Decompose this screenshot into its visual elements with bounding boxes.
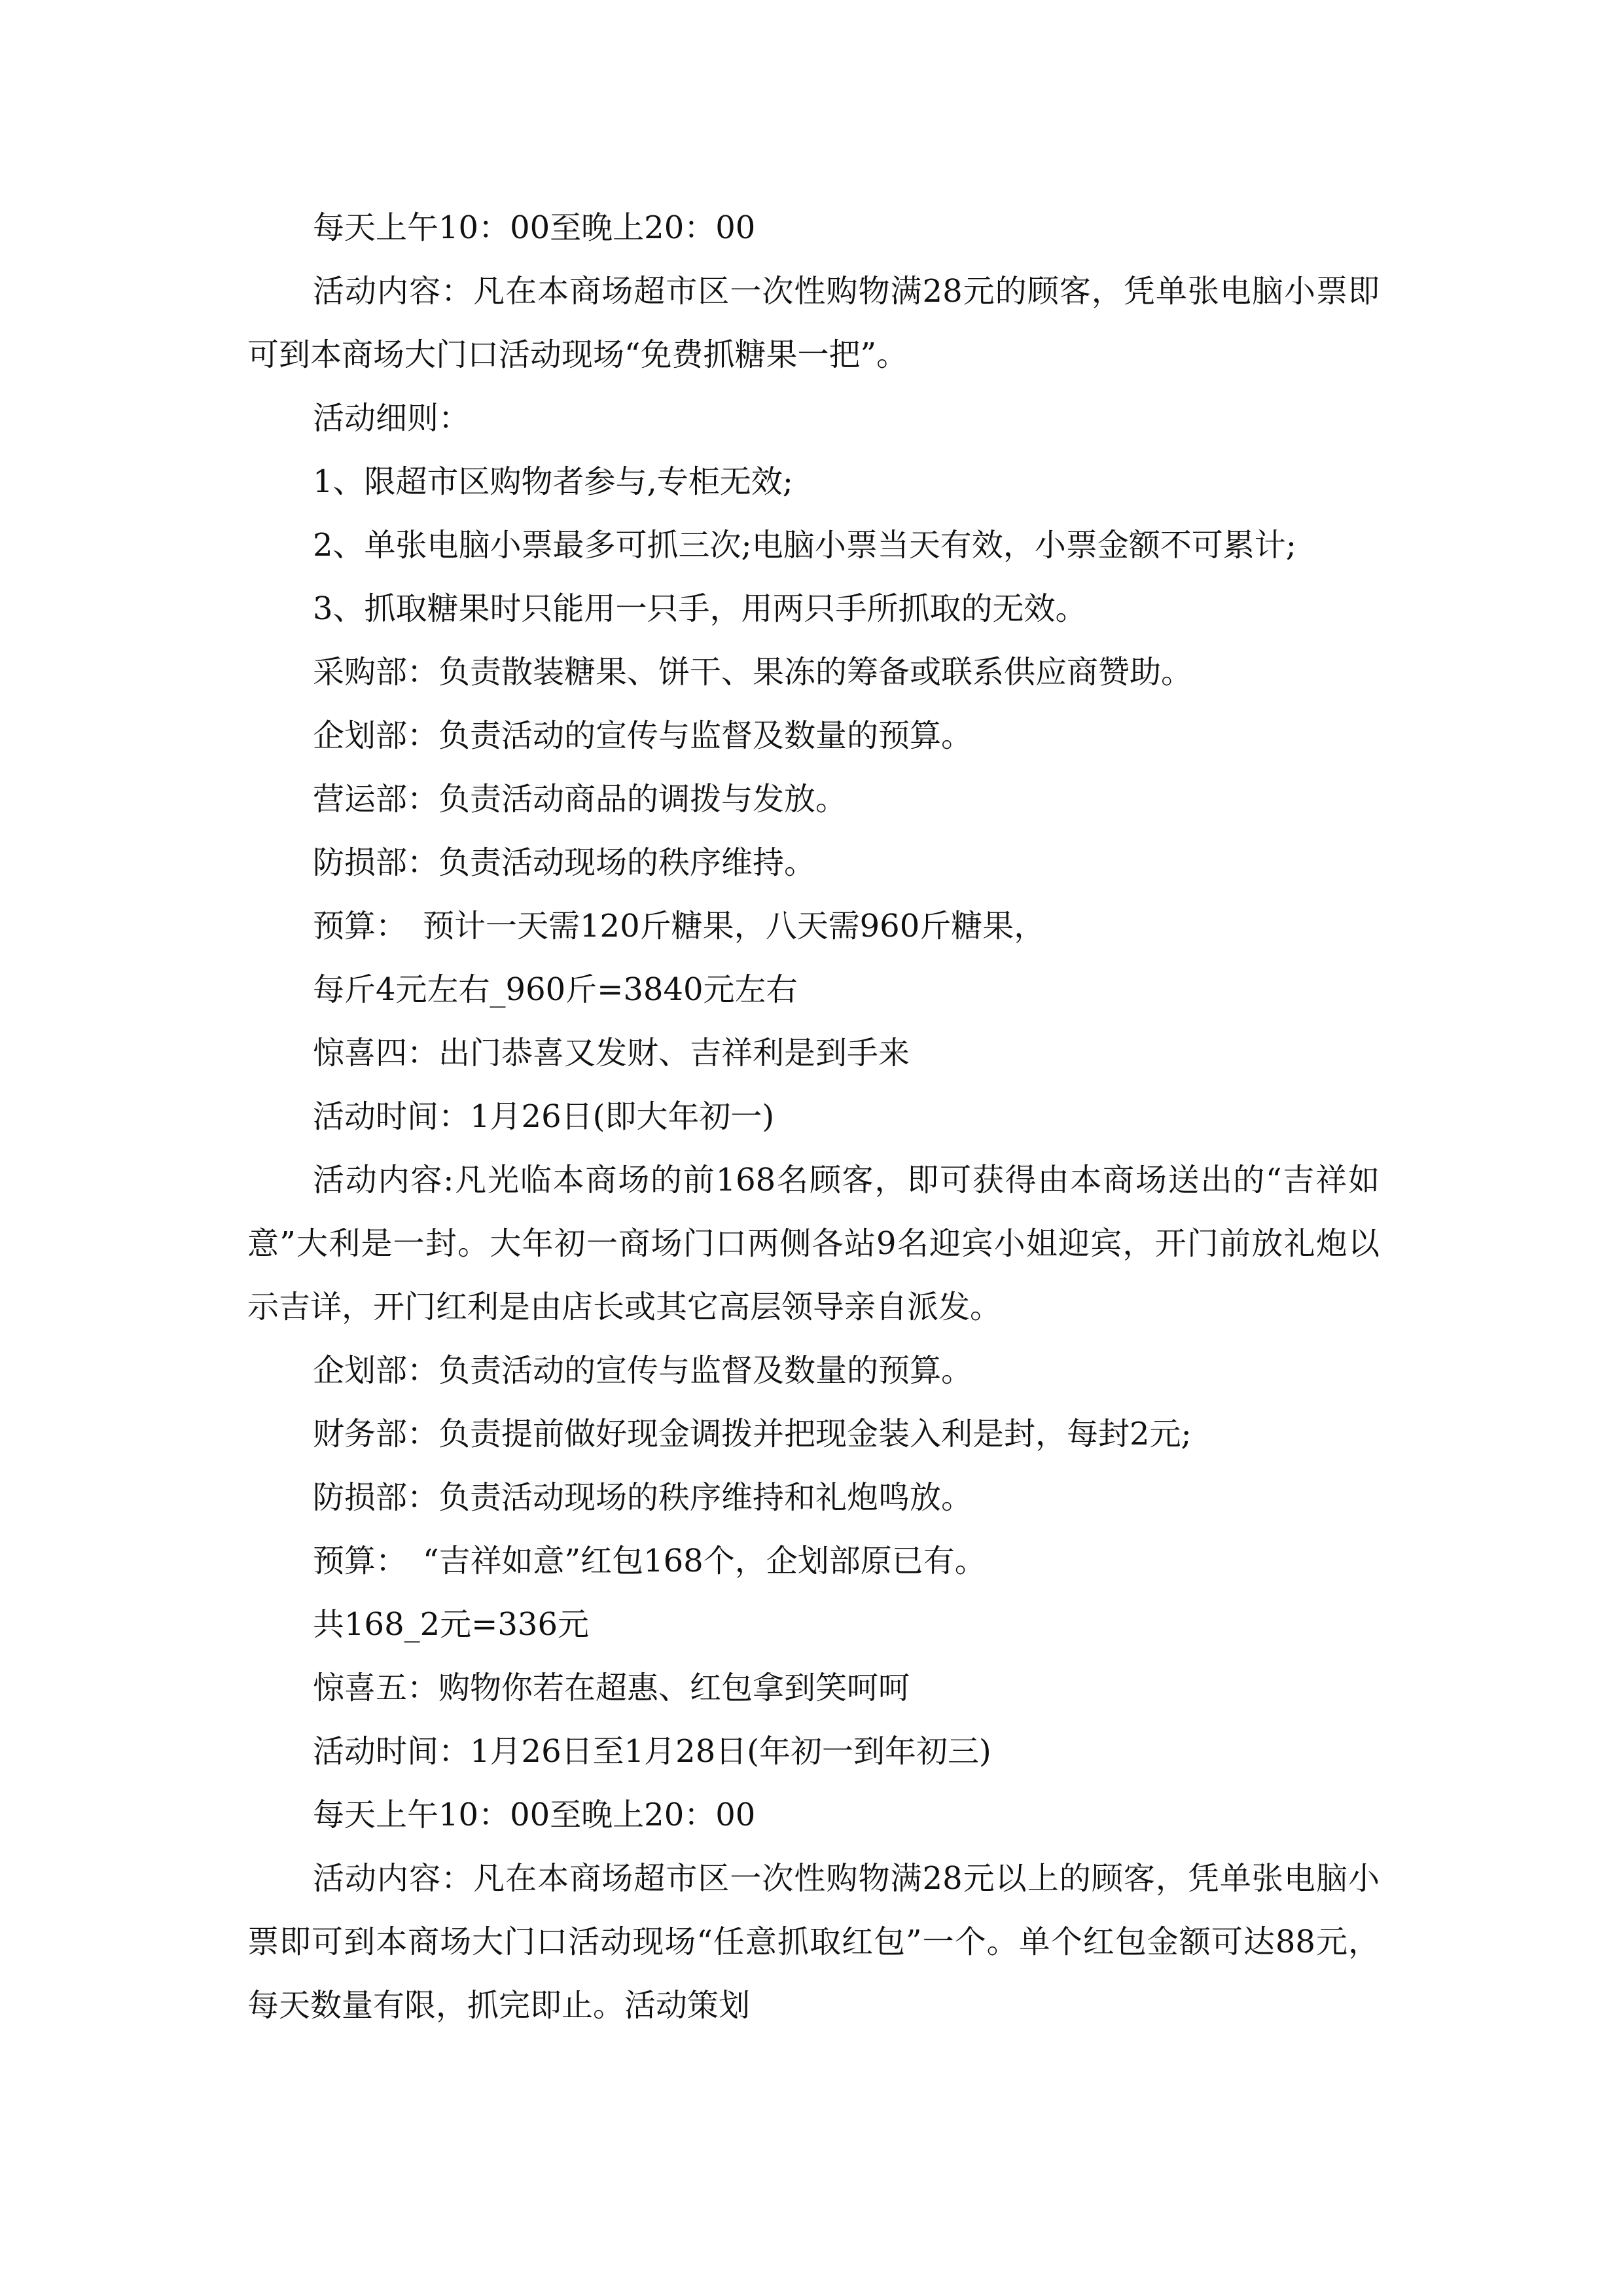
document-body [247, 196, 1380, 2037]
paragraph: 惊喜五：购物你若在超惠、红包拿到笑呵呵 [313, 1670, 910, 1706]
paragraph: 2、单张电脑小票最多可抓三次;电脑小票当天有效，小票金额不可累计; [313, 527, 1296, 564]
paragraph: 活动内容：凡在本商场超市区一次性购物满28元以上的顾客，凭单张电脑小票即可到本商场大门口活动现场“任意抓取红包”一个。单个红包金额可达88元，每天数量有限，抓完即止。活动策划 [247, 1860, 1380, 2024]
paragraph: 财务部：负责提前做好现金调拨并把现金装入利是封，每封2元; [313, 1416, 1192, 1452]
paragraph: 企划部：负责活动的宣传与监督及数量的预算。 [313, 1352, 973, 1389]
paragraph: 每斤4元左右_960斤=3840元左右 [313, 971, 798, 1008]
paragraph: 活动内容：凡在本商场超市区一次性购物满28元的顾客，凭单张电脑小票即可到本商场大门口活动现场“免费抓糖果一把”。 [247, 273, 1380, 373]
paragraph: 采购部：负责散装糖果、饼干、果冻的筹备或联系供应商赞助。 [313, 654, 1193, 691]
paragraph: 1、限超市区购物者参与,专柜无效; [313, 463, 793, 500]
paragraph: 活动细则： [313, 400, 471, 437]
paragraph: 每天上午10：00至晚上20：00 [313, 1797, 756, 1833]
paragraph: 活动时间：1月26日(即大年初一) [313, 1098, 775, 1135]
paragraph: 活动时间：1月26日至1月28日(年初一到年初三) [313, 1733, 991, 1770]
paragraph: 企划部：负责活动的宣传与监督及数量的预算。 [313, 717, 973, 754]
paragraph: 每天上午10：00至晚上20：00 [313, 209, 756, 246]
paragraph: 共168_2元=336元 [313, 1606, 589, 1643]
paragraph: 营运部：负责活动商品的调拨与发放。 [313, 781, 847, 817]
paragraph: 防损部：负责活动现场的秩序维持和礼炮鸣放。 [313, 1479, 973, 1516]
paragraph: 预算： “吉祥如意”红包168个，企划部原已有。 [313, 1543, 986, 1579]
paragraph: 惊喜四：出门恭喜又发财、吉祥利是到手来 [313, 1035, 910, 1071]
paragraph: 活动内容:凡光临本商场的前168名顾客，即可获得由本商场送出的“吉祥如意”大利是一封。大年初一商场门口两侧各站9名迎宾小姐迎宾，开门前放礼炮以示吉详，开门红利是由店长或其它高层领导亲自派发。 [247, 1162, 1380, 1325]
paragraph: 3、抓取糖果时只能用一只手，用两只手所抓取的无效。 [313, 590, 1087, 627]
paragraph: 防损部：负责活动现场的秩序维持。 [313, 844, 816, 881]
paragraph: 预算： 预计一天需120斤糖果，八天需960斤糖果， [313, 908, 1046, 944]
